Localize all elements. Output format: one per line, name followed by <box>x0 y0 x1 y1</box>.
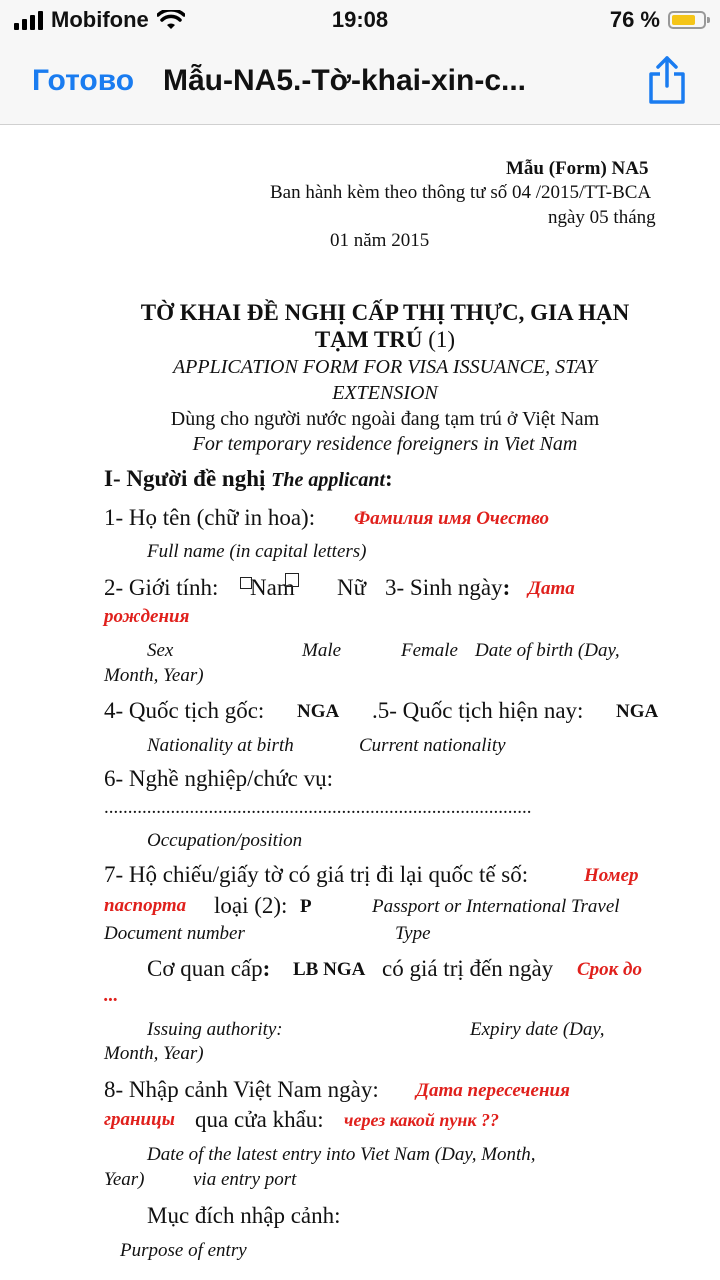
field-7-expiry-value-1: Срок до <box>577 959 642 980</box>
female-checkbox[interactable] <box>285 573 299 587</box>
field-7-expiry-value-2: ... <box>104 985 119 1006</box>
field-7-authority-value: LB NGA <box>293 959 366 980</box>
field-4-label: 4- Quốc tịch gốc: <box>104 698 265 723</box>
share-icon[interactable] <box>646 54 688 106</box>
field-6-en: Occupation/position <box>147 830 303 851</box>
field-1-value: Фамилия имя Очество <box>354 508 550 529</box>
sex-en: Sex <box>147 640 174 661</box>
dob-en-2: Month, Year) <box>104 665 204 686</box>
document-viewer[interactable] <box>0 125 720 1280</box>
female-en: Female <box>401 640 458 661</box>
field-8-port-label: qua cửa khẩu: <box>195 1107 324 1132</box>
field-5-label: .5- Quốc tịch hiện nay: <box>372 698 584 723</box>
issued-line-3: 01 năm 2015 <box>330 230 430 251</box>
field-7-authority-en: Issuing authority: <box>147 1019 283 1040</box>
field-6-label: 6- Nghề nghiệp/chức vụ: <box>104 766 333 791</box>
purpose-label: Mục đích nhập cảnh: <box>147 1203 341 1228</box>
form-code: Mẫu (Form) NA5 <box>506 158 649 179</box>
field-8-en-1: Date of the latest entry into Viet Nam (Day, Month, <box>147 1144 536 1165</box>
form-title-line-2: TẠM TRÚ (1) <box>314 327 456 352</box>
field-7-value-2: паспорта <box>104 895 187 916</box>
field-8-label: 8- Nhập cảnh Việt Nam ngày: <box>104 1077 379 1102</box>
field-7-expiry-en-1: Expiry date (Day, <box>470 1019 605 1040</box>
carrier-name: Mobifone <box>51 7 149 32</box>
clock: 19:08 <box>331 7 389 32</box>
field-7-type-label: loại (2): <box>214 893 288 918</box>
field-7-expiry-en-2: Month, Year) <box>104 1043 204 1064</box>
subtitle-vi: Dùng cho người nước ngoài đang tạm trú ở Việt Nam <box>170 408 600 430</box>
issued-line-1: Ban hành kèm theo thông tư số 04 /2015/TT-BCA <box>270 182 652 203</box>
field-8-value-2: границы <box>104 1109 175 1130</box>
field-7-type-value: P <box>300 896 312 917</box>
field-1-en: Full name (in capital letters) <box>147 541 367 562</box>
field-7-label: 7- Hộ chiếu/giấy tờ có giá trị đi lại quốc tế số: <box>104 862 529 887</box>
section-1-heading: I- Người đề nghị The applicant: <box>104 466 393 491</box>
field-7-en-type: Type <box>395 923 431 944</box>
battery-percent: 76 % <box>609 7 660 32</box>
form-title-en-1: APPLICATION FORM FOR VISA ISSUANCE, STAY <box>172 356 598 378</box>
field-8-value-1: Дата пересечения <box>416 1080 570 1101</box>
field-7-authority-label: Cơ quan cấp: <box>147 956 271 981</box>
field-1-label: 1- Họ tên (chữ in hoa): <box>104 505 316 530</box>
field-5-value: NGA <box>616 701 659 722</box>
field-5-en: Current nationality <box>359 735 506 756</box>
navigation-bar <box>0 40 720 125</box>
field-7-en-1: Passport or International Travel <box>372 896 620 917</box>
male-en: Male <box>302 640 342 661</box>
field-8-en-2: Year) <box>104 1169 145 1190</box>
field-8-port-en: via entry port <box>193 1169 297 1190</box>
field-2-label: 2- Giới tính: <box>104 575 219 600</box>
field-4-value: NGA <box>297 701 340 722</box>
issued-line-2: ngày 05 tháng <box>548 207 656 228</box>
dob-en-1: Date of birth (Day, <box>475 640 620 661</box>
field-7-value-1: Номер <box>584 865 639 886</box>
battery-icon <box>668 11 706 29</box>
field-7-expiry-label: có giá trị đến ngày <box>382 956 554 981</box>
field-3-label: 3- Sinh ngày: <box>385 575 511 600</box>
field-8-port-value: через какой пунк ?? <box>344 1110 499 1130</box>
document-title: Mẫu-NA5.-Tờ-khai-xin-c... <box>163 64 527 97</box>
purpose-en: Purpose of entry <box>120 1240 247 1261</box>
female-label: Nữ <box>337 575 367 600</box>
field-4-en: Nationality at birth <box>147 735 294 756</box>
field-3-value-2: рождения <box>104 606 190 627</box>
status-bar <box>0 0 720 40</box>
done-button[interactable]: Готово <box>32 64 135 97</box>
male-label: Nam <box>250 575 295 600</box>
form-title-line-1: TỜ KHAI ĐỀ NGHỊ CẤP THỊ THỰC, GIA HẠN <box>140 300 630 325</box>
field-3-value-1: Дата <box>528 578 575 599</box>
subtitle-en: For temporary residence foreigners in Viet Nam <box>192 433 578 455</box>
form-title-en-2: EXTENSION <box>332 382 438 404</box>
field-6-dots: .......................................................................................... <box>104 797 532 818</box>
field-7-en-2: Document number <box>104 923 245 944</box>
